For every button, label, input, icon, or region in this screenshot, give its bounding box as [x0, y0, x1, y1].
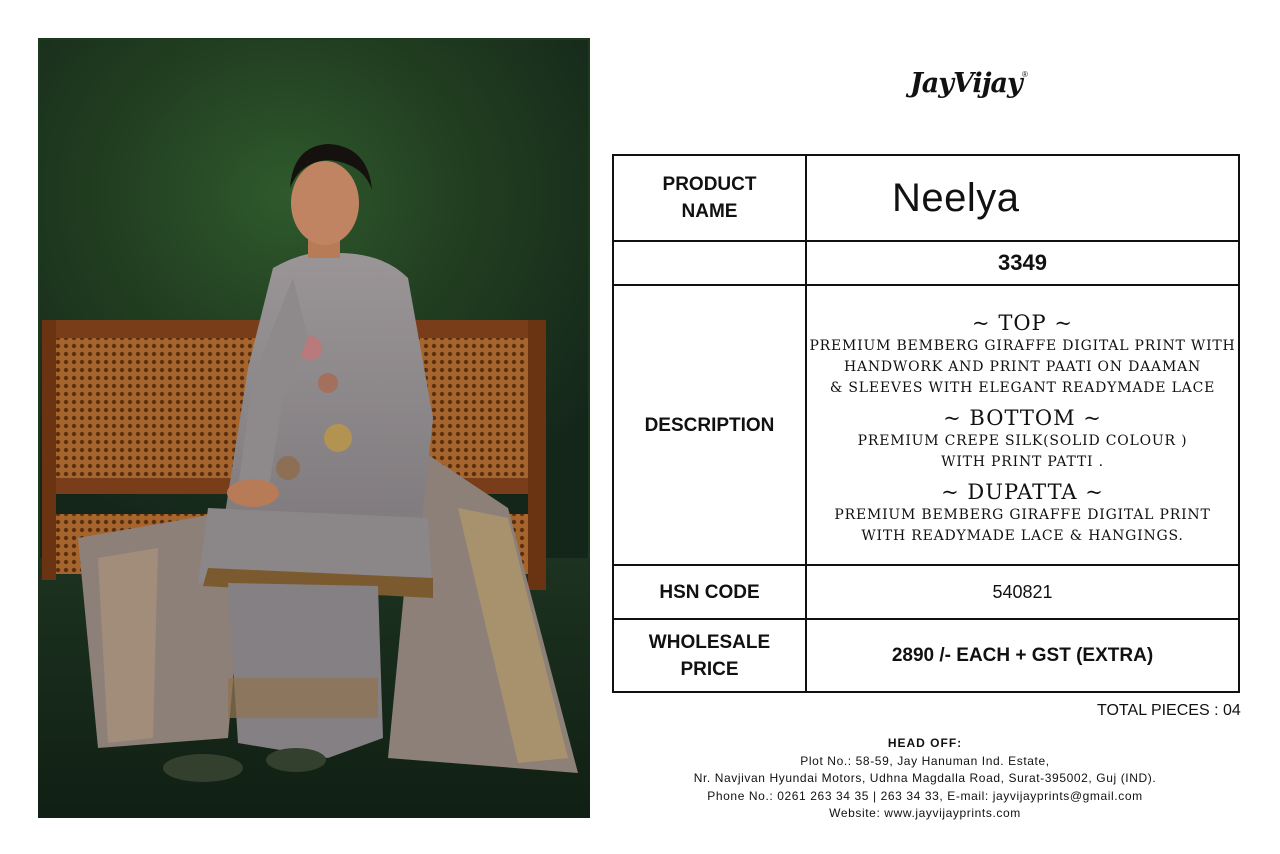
head-office-address — [655, 735, 1195, 823]
dupatta-line: WITH READYMADE LACE & HANGINGS. — [861, 527, 1184, 544]
design-code-value: 3349 — [806, 241, 1239, 285]
design-code-label — [613, 241, 806, 285]
shoe-left — [163, 754, 243, 782]
address-line: Nr. Navjivan Hyundai Motors, Udhna Magdalla Road, Surat-395002, Guj (IND). — [693, 771, 1157, 785]
address-line: Plot No.: 58-59, Jay Hanuman Ind. Estate, — [800, 753, 1050, 768]
bottom-line: PREMIUM CREPE SILK(SOLID COLOUR ) — [857, 432, 1188, 449]
brand-logo — [910, 68, 1030, 104]
top-line: HANDWORK AND PRINT PAATI ON DAAMAN — [843, 358, 1202, 375]
top-title: ~ TOP ~ — [972, 310, 1073, 335]
bottom-title: ~ BOTTOM ~ — [943, 405, 1102, 430]
shoe-right — [266, 748, 326, 772]
description-row — [613, 285, 1239, 565]
bench-post-left — [42, 320, 56, 580]
hsn-label: HSN CODE — [613, 565, 806, 619]
bench-post-right — [528, 320, 546, 590]
website-line: Website: www.jayvijayprints.com — [829, 806, 1021, 820]
dupatta-title: ~ DUPATTA ~ — [941, 479, 1104, 504]
product-photo — [38, 38, 590, 818]
description-label: DESCRIPTION — [613, 285, 806, 565]
description-content — [807, 310, 1238, 547]
brand-logo-text: JayVijay — [910, 68, 1022, 99]
price-label: WHOLESALE PRICE — [613, 619, 806, 692]
product-name-row — [613, 155, 1239, 241]
top-line: & SLEEVES WITH ELEGANT READYMADE LACE — [829, 379, 1216, 396]
model-illustration — [38, 38, 590, 818]
hands — [227, 479, 279, 507]
hsn-row — [613, 565, 1239, 619]
bottom-line: WITH PRINT PATTI . — [941, 453, 1104, 470]
face — [291, 161, 359, 245]
head-office-title: HEAD OFF: — [887, 736, 963, 750]
bench-cane-left — [48, 338, 263, 478]
product-name-label: PRODUCT NAME — [613, 155, 806, 241]
top-line: PREMIUM BEMBERG GIRAFFE DIGITAL PRINT WITH — [809, 337, 1236, 354]
hsn-value: 540821 — [806, 565, 1239, 619]
contact-line: Phone No.: 0261 263 34 35 | 263 34 33, E-mail: jayvijayprints@gmail.com — [707, 788, 1143, 803]
description-value — [806, 285, 1239, 565]
price-row — [613, 619, 1239, 692]
total-pieces: TOTAL PIECES : 04 — [1097, 702, 1241, 719]
salwar — [228, 583, 383, 758]
registered-mark: ® — [1022, 70, 1028, 79]
dupatta-line: PREMIUM BEMBERG GIRAFFE DIGITAL PRINT — [834, 506, 1211, 523]
product-name-value: Neelya — [806, 155, 1239, 241]
product-info-table — [612, 154, 1240, 693]
design-code-row — [613, 241, 1239, 285]
price-value: 2890 /- EACH + GST (EXTRA) — [806, 619, 1239, 692]
